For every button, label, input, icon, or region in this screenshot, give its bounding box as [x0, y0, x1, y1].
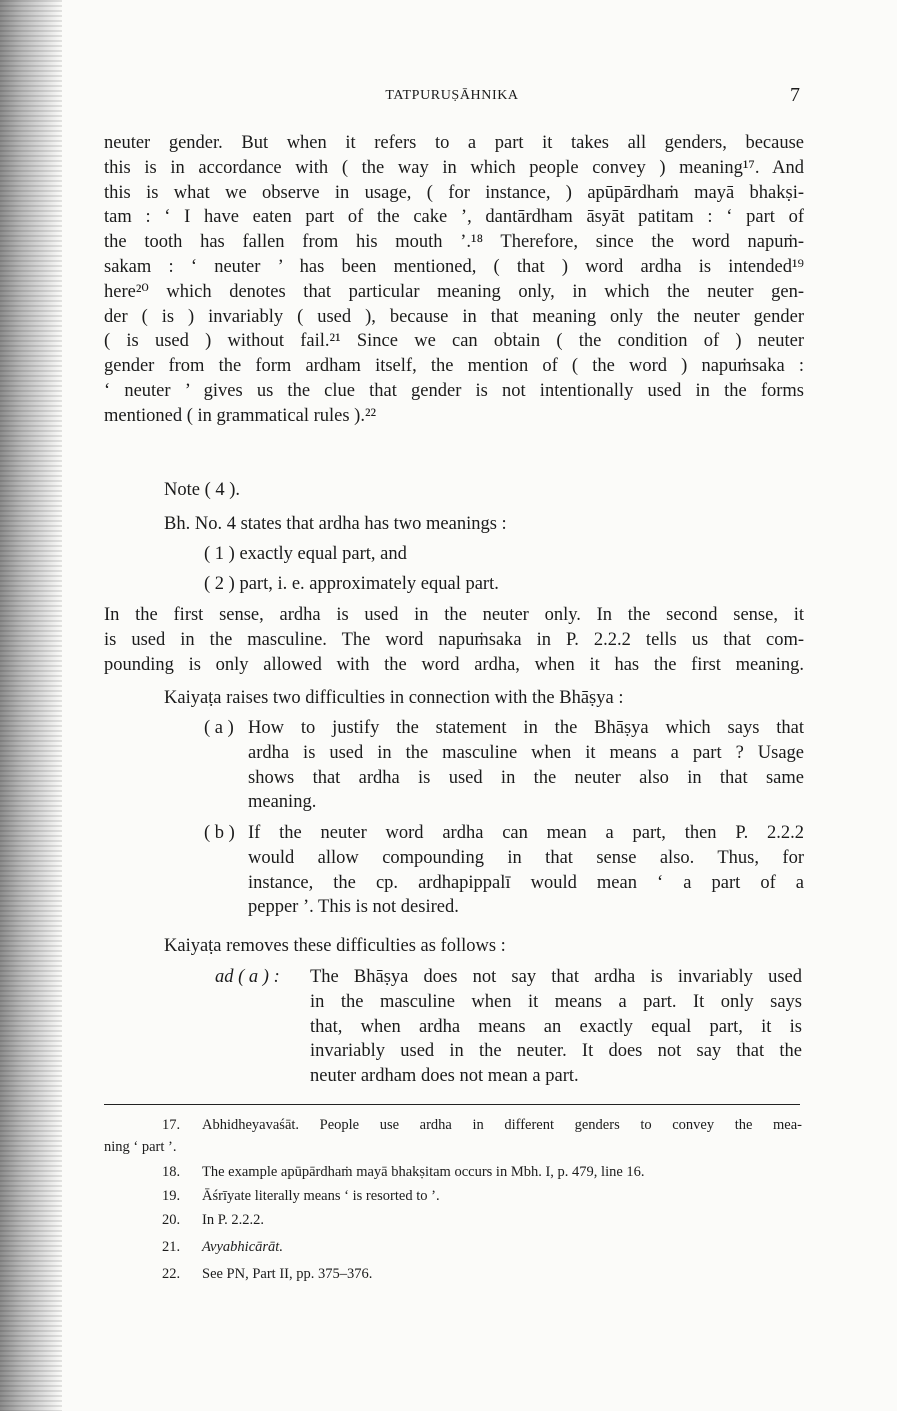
footnote-text: In P. 2.2.2.	[202, 1212, 265, 1228]
text-line: the tooth has fallen from his mouth ’.¹⁸ Therefore, since the word napuṁ-	[104, 232, 804, 253]
footnote-22	[162, 1263, 802, 1285]
text-line: instance, the cp. ardhapippalī would mean ‘ a part of a	[248, 872, 804, 893]
bhasya-statement	[164, 512, 764, 537]
text-line: here²⁰ which denotes that particular meaning only, in which the neuter gen-	[104, 281, 804, 302]
note-heading	[164, 478, 464, 503]
text-line: neuter gender. But when it refers to a part it takes all genders, because	[104, 133, 804, 153]
footnote-text: Abhidheyavaśāt. People use ardha in different genders to convey the mea-	[202, 1117, 802, 1133]
footnote-20	[162, 1209, 802, 1231]
footnote-21	[162, 1236, 802, 1258]
footnote-number: 19.	[162, 1188, 181, 1204]
text-line: pepper ’. This is not desired.	[248, 897, 459, 918]
list-item: ( 2 ) part, i. e. approximately equal part.	[204, 574, 499, 594]
text-line: is used in the masculine. The word napuṁsaka in P. 2.2.2 tells us that com-	[104, 629, 804, 650]
text-line: invariably used in the neuter. It does not say that the	[310, 1041, 802, 1062]
text-line: Kaiyaṭa raises two difficulties in connection with the Bhāṣya :	[164, 688, 624, 708]
list-marker: ( b )	[204, 823, 235, 843]
meaning-2	[204, 572, 704, 597]
footnote-divider	[104, 1104, 800, 1105]
text-line: How to justify the statement in the Bhāṣya which says that	[248, 718, 804, 738]
text-line: sakam : ‘ neuter ’ has been mentioned, ( that ) word ardha is intended¹⁹	[104, 256, 804, 277]
footnote-17	[104, 1114, 802, 1158]
difficulty-a	[248, 716, 804, 815]
text-line: this is in accordance with ( the way in which people convey ) meaning¹⁷. And	[104, 157, 804, 178]
difficulty-b-label	[204, 821, 244, 846]
footnote-19	[162, 1185, 802, 1207]
footnote-text: See PN, Part II, pp. 375–376.	[202, 1266, 373, 1282]
text-line: In the first sense, ardha is used in the neuter only. In the second sense, it	[104, 605, 804, 625]
text-line: that, when ardha means an exactly equal part, it is	[310, 1016, 802, 1037]
meaning-1	[204, 542, 704, 567]
text-line: The Bhāṣya does not say that ardha is invariably used	[310, 967, 802, 987]
footnote-text: The example apūpārdhaṁ mayā bhakṣitam occurs in Mbh. I, p. 479, line 16.	[202, 1164, 645, 1180]
ad-a-label	[215, 965, 305, 990]
text-line: meaning.	[248, 792, 317, 813]
text-line: gender from the form ardham itself, the mention of ( the word ) napuṁsaka :	[104, 356, 804, 377]
footnote-text: Avyabhicārāt.	[202, 1239, 283, 1255]
text-line: neuter ardham does not mean a part.	[310, 1066, 579, 1087]
text-line: Bh. No. 4 states that ardha has two meanings :	[164, 514, 507, 534]
text-line: in the masculine when it means a part. It only says	[310, 991, 802, 1012]
kaiyata-removes	[164, 934, 764, 959]
text-line: ( is used ) without fail.²¹ Since we can obtain ( the condition of ) neuter	[104, 331, 804, 352]
text-line: mentioned ( in grammatical rules ).²²	[104, 405, 377, 426]
text-line: would allow compounding in that sense also. Thus, for	[248, 847, 804, 868]
footnote-18	[162, 1161, 802, 1183]
running-head: TATPURUṢĀHNIKA	[385, 88, 519, 103]
footnote-number: 17.	[162, 1117, 181, 1133]
text-line: this is what we observe in usage, ( for instance, ) apūpārdhaṁ mayā bhakṣi-	[104, 182, 804, 203]
footnote-number: 20.	[162, 1212, 181, 1228]
difficulty-a-label	[204, 716, 244, 741]
footnote-text: Āśrīyate literally means ‘ is resorted to ’.	[202, 1188, 440, 1204]
text-line: Kaiyaṭa removes these difficulties as follows :	[164, 936, 506, 956]
text-line: ardha is used in the masculine when it means a part ? Usage	[248, 742, 804, 763]
footnote-line	[104, 1114, 802, 1136]
ad-a-explanation	[310, 965, 802, 1089]
footnote-line: ning ‘ part ’.	[104, 1139, 177, 1155]
list-marker: ad ( a ) :	[215, 967, 280, 987]
difficulty-b	[248, 821, 804, 920]
text-line: shows that ardha is used in the neuter also in that same	[248, 767, 804, 788]
scan-binding-edge	[0, 0, 62, 1411]
text-line: If the neuter word ardha can mean a part, then P. 2.2.2	[248, 823, 804, 843]
sense-paragraph	[104, 603, 804, 677]
text-line: pounding is only allowed with the word ardha, when it has the first meaning.	[104, 654, 804, 675]
text-line: ‘ neuter ’ gives us the clue that gender is not intentionally used in the forms	[104, 380, 804, 401]
text-line: der ( is ) invariably ( used ), because in that meaning only the neuter gender	[104, 306, 804, 327]
kaiyata-intro	[164, 686, 764, 711]
list-item: ( 1 ) exactly equal part, and	[204, 544, 407, 564]
page-header	[104, 86, 800, 110]
main-paragraph	[104, 131, 804, 429]
text-line: tam : ‘ I have eaten part of the cake ’, dantārdham āsyāt patitam : ‘ part of	[104, 207, 804, 228]
footnote-number: 21.	[162, 1239, 181, 1255]
note-title: Note ( 4 ).	[164, 480, 241, 500]
footnote-number: 22.	[162, 1266, 181, 1282]
page-number: 7	[790, 84, 800, 106]
footnote-number: 18.	[162, 1164, 181, 1180]
list-marker: ( a )	[204, 718, 234, 738]
